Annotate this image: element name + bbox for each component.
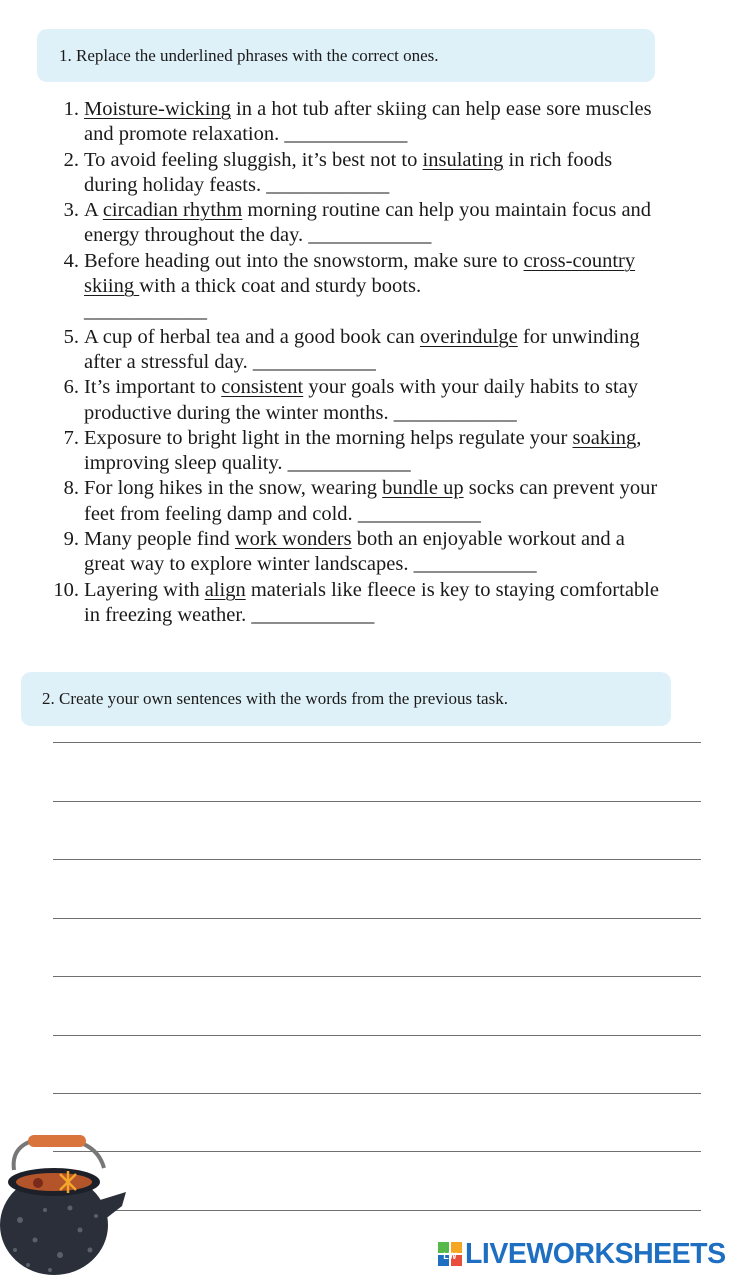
liveworksheets-logo (438, 1236, 726, 1272)
writing-line[interactable] (53, 1151, 701, 1152)
underlined-phrase: consistent (221, 376, 304, 399)
list-item: 1. Moisture-wicking in a hot tub after skiing can help ease sore muscles and promote relaxation. ____________ (0, 97, 664, 148)
answer-blank[interactable]: ____________ (284, 123, 408, 146)
task2-instruction-box (21, 672, 671, 726)
item-number: 4. (63, 249, 79, 272)
task1-instruction-box (37, 29, 655, 82)
task1-instruction: 1. Replace the underlined phrases with the correct ones. (59, 46, 439, 65)
list-item: 7. Exposure to bright light in the morning helps regulate your soaking, improving sleep quality. ____________ (0, 426, 664, 477)
underlined-phrase: bundle up (382, 477, 464, 500)
underlined-phrase: Moisture-wicking (84, 98, 231, 120)
answer-blank[interactable]: ____________ (84, 300, 207, 323)
list-item: 5. A cup of herbal tea and a good book can overindulge for unwinding after a stressful day. ____________ (0, 325, 664, 376)
kettle-contents (16, 1173, 92, 1191)
answer-blank[interactable]: ____________ (393, 401, 517, 424)
list-item: 4. Before heading out into the snowstorm, make sure to cross-country skiing with a thick coat and sturdy boots. ____________ (0, 249, 664, 325)
item-number: 9. (63, 528, 79, 551)
underlined-phrase: cross-country skiing (84, 249, 636, 298)
writing-line[interactable] (53, 859, 701, 860)
answer-blank[interactable]: ____________ (308, 224, 432, 247)
writing-line[interactable] (53, 1035, 701, 1036)
answer-blank[interactable]: ____________ (287, 452, 411, 475)
task2-instruction: 2. Create your own sentences with the words from the previous task. (42, 689, 508, 708)
logo-text: LIVEWORKSHEETS (465, 1238, 726, 1270)
answer-blank[interactable]: ____________ (266, 173, 390, 196)
writing-line[interactable] (53, 976, 701, 977)
item-number: 10. (53, 578, 79, 601)
writing-line[interactable] (53, 918, 701, 919)
item-number: 7. (63, 426, 79, 449)
answer-blank[interactable]: ____________ (413, 553, 537, 576)
answer-blank[interactable]: ____________ (357, 502, 481, 525)
spice-icon (33, 1178, 43, 1188)
item-number: 5. (63, 325, 79, 348)
list-item: 2. To avoid feeling sluggish, it’s best not to insulating in rich foods during holiday feasts. ____________ (0, 148, 664, 199)
writing-line[interactable] (53, 801, 701, 802)
item-number: 8. (63, 477, 79, 500)
item-number: 3. (63, 199, 79, 222)
list-item: 9. Many people find work wonders both an enjoyable workout and a great way to explore winter landscapes. ____________ (0, 527, 664, 578)
underlined-phrase: circadian rhythm (102, 199, 243, 222)
writing-line[interactable] (53, 1093, 701, 1094)
task1-list (0, 97, 746, 628)
writing-line[interactable] (53, 742, 701, 743)
answer-blank[interactable]: ____________ (251, 603, 375, 626)
underlined-phrase: soaking (572, 426, 637, 449)
kettle-illustration (0, 1130, 135, 1280)
list-item: 10. Layering with align materials like fleece is key to staying comfortable in freezing weather. ____________ (0, 578, 664, 629)
item-number: 2. (63, 148, 79, 171)
liveworksheets-logo-icon (438, 1242, 462, 1266)
list-item: 3. A circadian rhythm morning routine can help you maintain focus and energy throughout the day. ____________ (0, 198, 664, 249)
item-number: 1. (63, 98, 79, 120)
list-item: 6. It’s important to consistent your goals with your daily habits to stay productive during the winter months. ____________ (0, 375, 664, 426)
underlined-phrase: overindulge (419, 325, 518, 348)
underlined-phrase: align (204, 578, 246, 601)
svg-text:LW: LW (443, 1251, 457, 1261)
underlined-phrase: work wonders (234, 528, 352, 551)
writing-line[interactable] (53, 1210, 701, 1211)
underlined-phrase: insulating (422, 148, 504, 171)
answer-blank[interactable]: ____________ (252, 350, 376, 373)
item-number: 6. (63, 376, 79, 399)
list-item: 8. For long hikes in the snow, wearing bundle up socks can prevent your feet from feeling damp and cold. ____________ (0, 476, 664, 527)
kettle-handle-grip (28, 1135, 86, 1147)
